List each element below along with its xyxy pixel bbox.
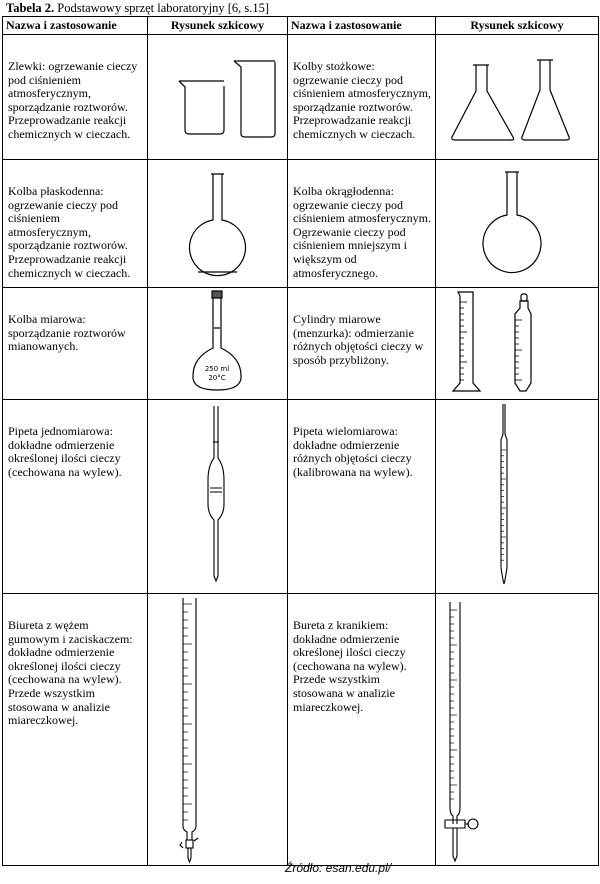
description-line: Kolby stożkowe:: [293, 59, 375, 73]
description-line: Pipeta wielomiarowa:: [293, 424, 398, 438]
description-line: ciśnieniem atmosferycznym.: [293, 211, 431, 226]
table-row: [3, 594, 599, 866]
description-line: ciśnieniem mniejszym i: [293, 238, 407, 253]
header-row: [3, 17, 599, 35]
description-line: sporządzanie roztworów.: [293, 99, 413, 114]
description-line: chemicznych w cieczach.: [8, 265, 131, 280]
description-line: Bureta z kranikiem:: [293, 618, 389, 632]
flask-volume-label: 250 ml: [204, 365, 230, 373]
description-line: Kolba miarowa:: [8, 312, 86, 326]
round-bottom-flask-icon: [436, 160, 599, 287]
description-line: Zlewki: ogrzewanie cieczy: [8, 59, 138, 73]
description-line: chemicznych w cieczach.: [8, 126, 131, 141]
description-text: [3, 400, 147, 479]
description-line: atmosferycznym,: [8, 86, 91, 101]
description-text: [288, 594, 435, 714]
beakers-icon: [148, 35, 288, 159]
header-drawing-2: Rysunek szkicowy: [436, 17, 599, 35]
drawing-cylinders: [436, 288, 599, 400]
drawing-erlenmeyer: [436, 35, 599, 160]
drawing-burette-stopcock: [436, 594, 599, 866]
description-line: miareczkowej.: [8, 713, 79, 728]
description-text: [3, 160, 147, 280]
description-line: Pipeta jednomiarowa:: [8, 424, 113, 438]
description-line: ciśnieniem: [8, 211, 60, 226]
description-line: chemicznych w cieczach.: [293, 126, 416, 141]
description-line: (cechowana na wylew).: [8, 672, 122, 687]
burette-with-stopcock-icon: [436, 594, 599, 865]
drawing-beakers: [148, 35, 288, 160]
description-line: dokładne odmierzenie: [293, 631, 400, 646]
table-row: [3, 160, 599, 288]
description-text: [3, 35, 147, 142]
description-line: sporządzanie roztworów: [8, 325, 126, 340]
table-caption-label: Tabela 2.: [6, 1, 55, 15]
description-line: Przede wszystkim: [293, 672, 380, 687]
description-line: różnych objętości cieczy: [293, 451, 412, 466]
header-name-1: Nazwa i zastosowanie: [3, 17, 148, 35]
header-name-2: Nazwa i zastosowanie: [288, 17, 436, 35]
description-line: Przeprowadzanie reakcji: [293, 113, 412, 128]
erlenmeyer-flasks-icon: [436, 35, 599, 159]
description-text: [3, 594, 147, 728]
description-line: Przeprowadzanie reakcji: [8, 251, 127, 266]
description-line: Kolba płaskodenna:: [8, 184, 104, 198]
description-line: Ogrzewanie cieczy pod: [293, 224, 406, 239]
flask-temp-label: 20°C: [208, 374, 226, 382]
description-text: [288, 400, 435, 479]
description-line: stosowana w analizie: [8, 699, 110, 714]
description-line: ogrzewanie cieczy pod: [293, 72, 403, 87]
description-line: (cechowana na wylew).: [8, 464, 122, 479]
table-row: [3, 35, 599, 160]
table-caption: [6, 1, 269, 15]
description-line: stosowana w analizie: [293, 685, 395, 700]
drawing-volumetric-pipette: [148, 400, 288, 594]
desc-round-flask: [288, 160, 436, 288]
description-line: pod ciśnieniem: [8, 72, 81, 87]
description-line: Cylindry miarowe: [293, 312, 381, 326]
description-line: dokładne odmierzenie: [8, 437, 115, 452]
description-line: sporządzanie roztworów.: [8, 99, 128, 114]
description-line: mianowanych.: [8, 339, 79, 354]
desc-volumetric-flask: [3, 288, 148, 400]
desc-flat-flask: [3, 160, 148, 288]
description-line: (kalibrowana na wylew).: [293, 464, 413, 479]
description-line: określonej ilości cieczy: [293, 645, 406, 660]
desc-beakers: [3, 35, 148, 160]
description-line: Przeprowadzanie reakcji: [8, 113, 127, 128]
table-row: [3, 400, 599, 594]
drawing-volumetric-flask: [148, 288, 288, 400]
description-line: sposób przybliżony.: [293, 352, 389, 367]
description-line: Przede wszystkim: [8, 685, 95, 700]
description-text: [288, 288, 435, 367]
description-line: (menzurka): odmierzanie: [293, 325, 414, 340]
description-line: miareczkowej.: [293, 699, 364, 714]
source-credit: Źródło: esan.edu.pl/: [285, 861, 392, 875]
graduated-pipette-icon: [436, 400, 599, 593]
equipment-table: [2, 16, 599, 866]
desc-burette-hose: [3, 594, 148, 866]
volumetric-flask-icon: [148, 288, 288, 399]
description-line: określonej ilości cieczy: [8, 451, 121, 466]
description-line: Biureta z wężem: [8, 618, 89, 632]
graduated-cylinders-icon: [436, 288, 599, 399]
description-line: dokładne odmierzenie: [8, 645, 115, 660]
desc-cylinders: [288, 288, 436, 400]
description-line: sporządzanie roztworów.: [8, 238, 128, 253]
description-text: [288, 160, 435, 280]
description-line: atmosferycznego.: [293, 265, 378, 280]
description-line: ciśnieniem atmosferycznym,: [293, 86, 431, 101]
description-line: określonej ilości cieczy: [8, 658, 121, 673]
description-line: atmosferycznym,: [8, 224, 91, 239]
description-line: (cechowana na wylew).: [293, 658, 407, 673]
description-line: ogrzewanie cieczy pod: [293, 197, 403, 212]
desc-erlenmeyer: [288, 35, 436, 160]
desc-graduated-pipette: [288, 400, 436, 594]
volumetric-pipette-icon: [148, 400, 288, 593]
burette-with-clamp-icon: [148, 594, 288, 865]
description-line: gumowym i zaciskaczem:: [8, 631, 133, 646]
drawing-round-flask: [436, 160, 599, 288]
description-line: dokładne odmierzenie: [293, 437, 400, 452]
description-text: [288, 35, 435, 142]
header-drawing-1: Rysunek szkicowy: [148, 17, 288, 35]
drawing-burette-hose: [148, 594, 288, 866]
drawing-graduated-pipette: [436, 400, 599, 594]
description-line: ogrzewanie cieczy pod: [8, 197, 118, 212]
description-line: Kolba okrągłodenna:: [293, 184, 394, 198]
description-text: [3, 288, 147, 354]
table-caption-text: Podstawowy sprzęt laboratoryjny [6, s.15]: [54, 1, 270, 15]
flat-bottom-flask-icon: [148, 160, 288, 287]
description-line: większym od: [293, 251, 357, 266]
description-line: różnych objętości cieczy w: [293, 339, 424, 354]
drawing-flat-flask: [148, 160, 288, 288]
table-row: [3, 288, 599, 400]
desc-volumetric-pipette: [3, 400, 148, 594]
desc-burette-stopcock: [288, 594, 436, 866]
